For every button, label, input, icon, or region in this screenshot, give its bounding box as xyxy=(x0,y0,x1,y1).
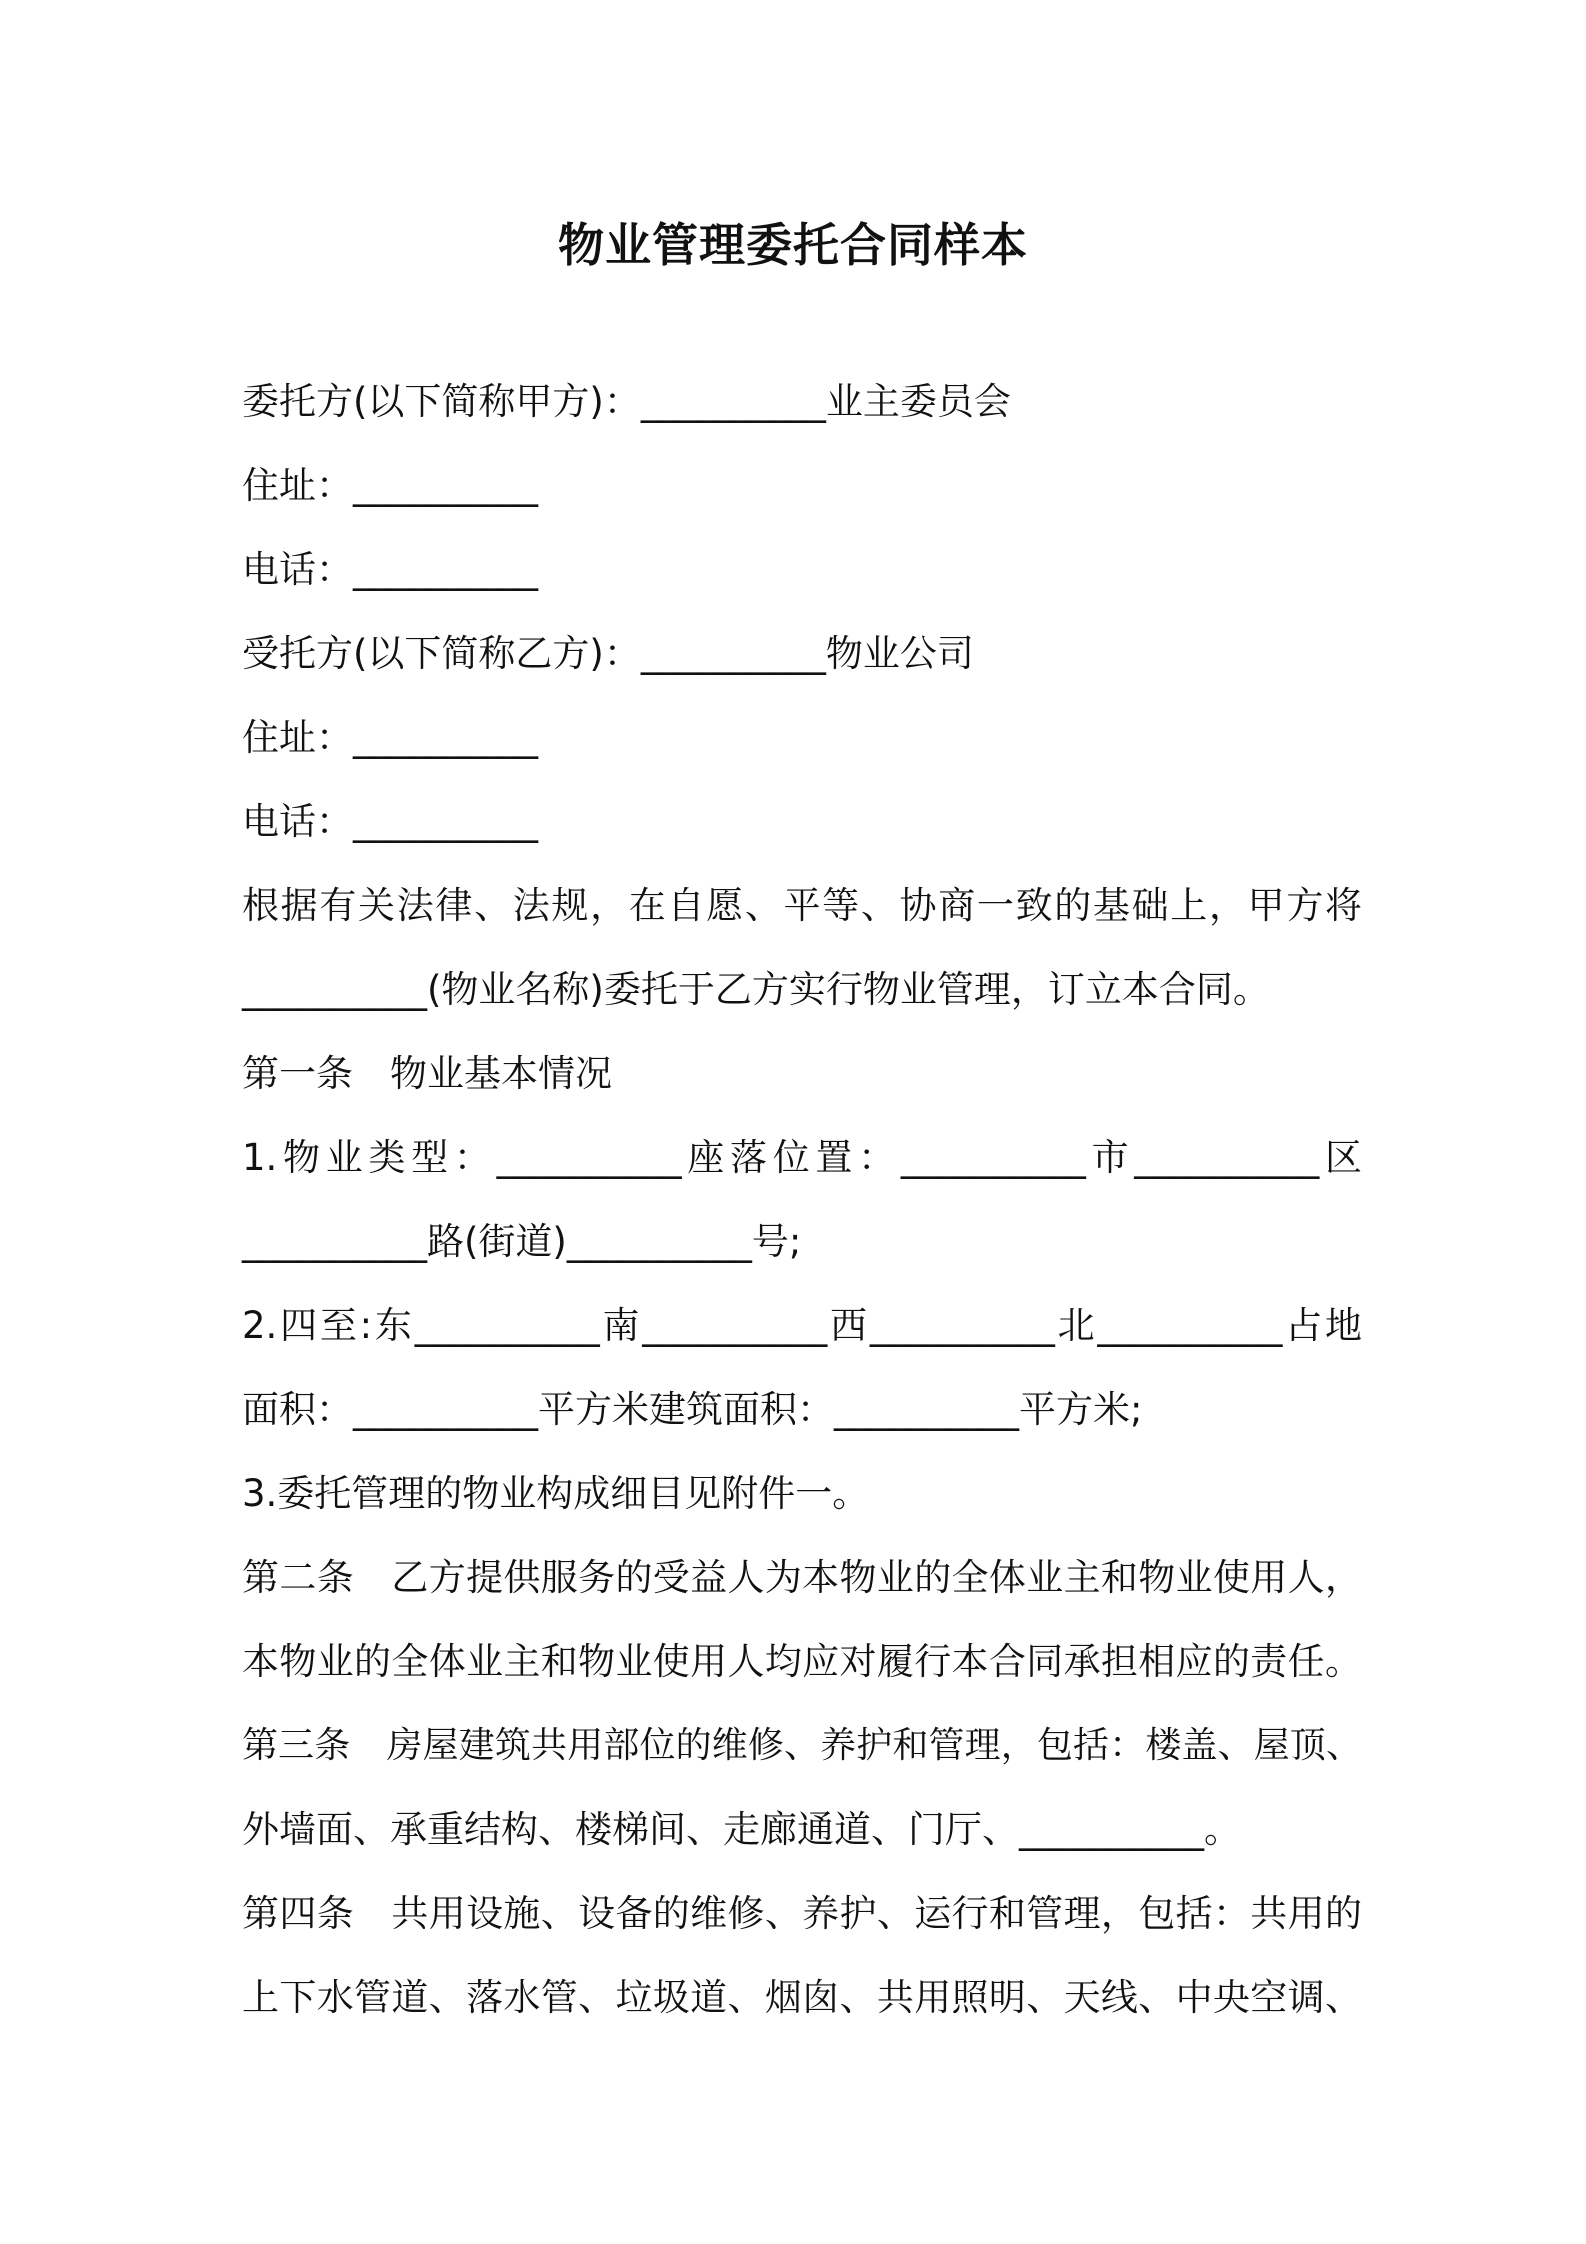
principal-phone-line: 电话：__________ xyxy=(242,548,538,591)
preamble-line-2: __________(物业名称)委托于乙方实行物业管理，订立本合同。 xyxy=(242,968,1270,1011)
article-4-line-2: 上下水管道、落水管、垃圾道、烟囱、共用照明、天线、中央空调、 xyxy=(242,1976,1362,2019)
principal-address-line: 住址：__________ xyxy=(242,464,538,507)
agent-party-line: 受托方(以下简称乙方)：__________物业公司 xyxy=(242,632,974,675)
article-1-item-1-line-2: __________路(街道)__________号; xyxy=(242,1220,802,1263)
article-1-item-2-line-1: 2.四至:东__________南__________西__________北__________占地 xyxy=(242,1304,1362,1347)
article-2-line-1: 第二条 乙方提供服务的受益人为本物业的全体业主和物业使用人， xyxy=(242,1556,1362,1599)
article-4-line-1: 第四条 共用设施、设备的维修、养护、运行和管理，包括：共用的 xyxy=(242,1892,1362,1935)
document-title: 物业管理委托合同样本 xyxy=(558,218,1028,272)
article-1-heading: 第一条 物业基本情况 xyxy=(242,1052,612,1095)
article-1-item-2-line-2: 面积：__________平方米建筑面积：__________平方米; xyxy=(242,1388,1143,1431)
article-1-item-1-line-1: 1.物业类型：__________座落位置：__________市__________区 xyxy=(242,1136,1362,1179)
preamble-line-1: 根据有关法律、法规，在自愿、平等、协商一致的基础上，甲方将 xyxy=(242,884,1362,927)
article-3-line-2: 外墙面、承重结构、楼梯间、走廊通道、门厅、__________。 xyxy=(242,1808,1241,1851)
article-1-item-3: 3.委托管理的物业构成细目见附件一。 xyxy=(242,1472,870,1515)
principal-party-line: 委托方(以下简称甲方)：__________业主委员会 xyxy=(242,380,1011,423)
agent-address-line: 住址：__________ xyxy=(242,716,538,759)
document-body xyxy=(242,360,1362,2040)
article-3-line-1: 第三条 房屋建筑共用部位的维修、养护和管理，包括：楼盖、屋顶、 xyxy=(242,1725,1362,1766)
article-2-line-2: 本物业的全体业主和物业使用人均应对履行本合同承担相应的责任。 xyxy=(242,1640,1362,1683)
agent-phone-line: 电话：__________ xyxy=(242,800,538,843)
